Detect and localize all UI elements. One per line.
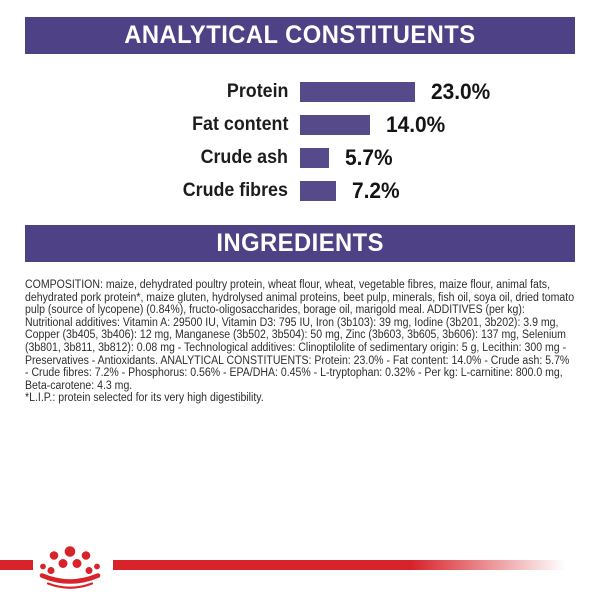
ingredients-banner — [25, 225, 575, 262]
composition-text: COMPOSITION: maize, dehydrated poultry protein, wheat flour, wheat, vegetable fibres, maize flour, animal fats, dehydrated pork protein*, maize gluten, hydrolysed animal proteins, beet pulp, minerals, fish oil, soya oil, dried tomato pulp (source of lycopene) (0.84%), fructo-oligosaccharides, borage oil, marigold meal. ADDITIVES (per kg): Nutritional additives: Vitamin A: 29500 IU, Vitamin D3: 795 IU, Iron (3b103): 39 mg, Iodine (3b201, 3b202): 3.9 mg, Copper (3b405, 3b406): 12 mg, Manganese (3b502, 3b504): 50 mg, Zinc (3b603, 3b605, 3b606): 137 mg, Selenium (3b801, 3b811, 3b812): 0.08 mg - Technological additives: Clinoptilolite of sedimentary origin: 5 g, Lecithin: 300 mg - Preservatives - Antioxidants. ANALYTICAL CONSTITUENTS: Protein: 23.0% - Fat content: 14.0% - Crude ash: 5.7% - Crude fibres: 7.2% - Phosphorus: 0.56% - EPA/DHA: 0.45% - L-tryptophan: 0.32% - Per kg: L-carnitine: 800.0 mg, Beta-carotene: 4.3 mg. — [25, 279, 575, 392]
analytical-constituents-title: ANALYTICAL CONSTITUENTS — [124, 21, 476, 49]
lip-note: *L.I.P.: protein selected for its very high digestibility. — [25, 392, 264, 405]
bar-label: Protein — [226, 80, 288, 102]
analytical-constituents-banner — [25, 17, 575, 54]
bar-value: 23.0% — [431, 78, 491, 104]
bar-value: 5.7% — [344, 144, 393, 170]
bar-value: 7.2% — [352, 177, 400, 203]
red-rule-right — [113, 560, 565, 570]
analytical-chart — [0, 75, 600, 207]
chart-row — [0, 174, 600, 207]
chart-row — [0, 75, 600, 108]
bar-label: Crude fibres — [182, 179, 288, 201]
bar — [300, 115, 370, 135]
bar-value: 14.0% — [386, 111, 446, 137]
red-rule-left — [0, 560, 33, 570]
bar-label: Crude ash — [200, 146, 288, 168]
chart-row — [0, 108, 600, 141]
royal-canin-crown-icon — [37, 544, 103, 593]
bar — [300, 181, 336, 201]
ingredients-title: INGREDIENTS — [216, 229, 384, 257]
bar — [300, 82, 415, 102]
bar-label: Fat content — [191, 113, 288, 135]
chart-row — [0, 141, 600, 174]
composition-section — [25, 279, 575, 405]
bar — [300, 148, 329, 168]
